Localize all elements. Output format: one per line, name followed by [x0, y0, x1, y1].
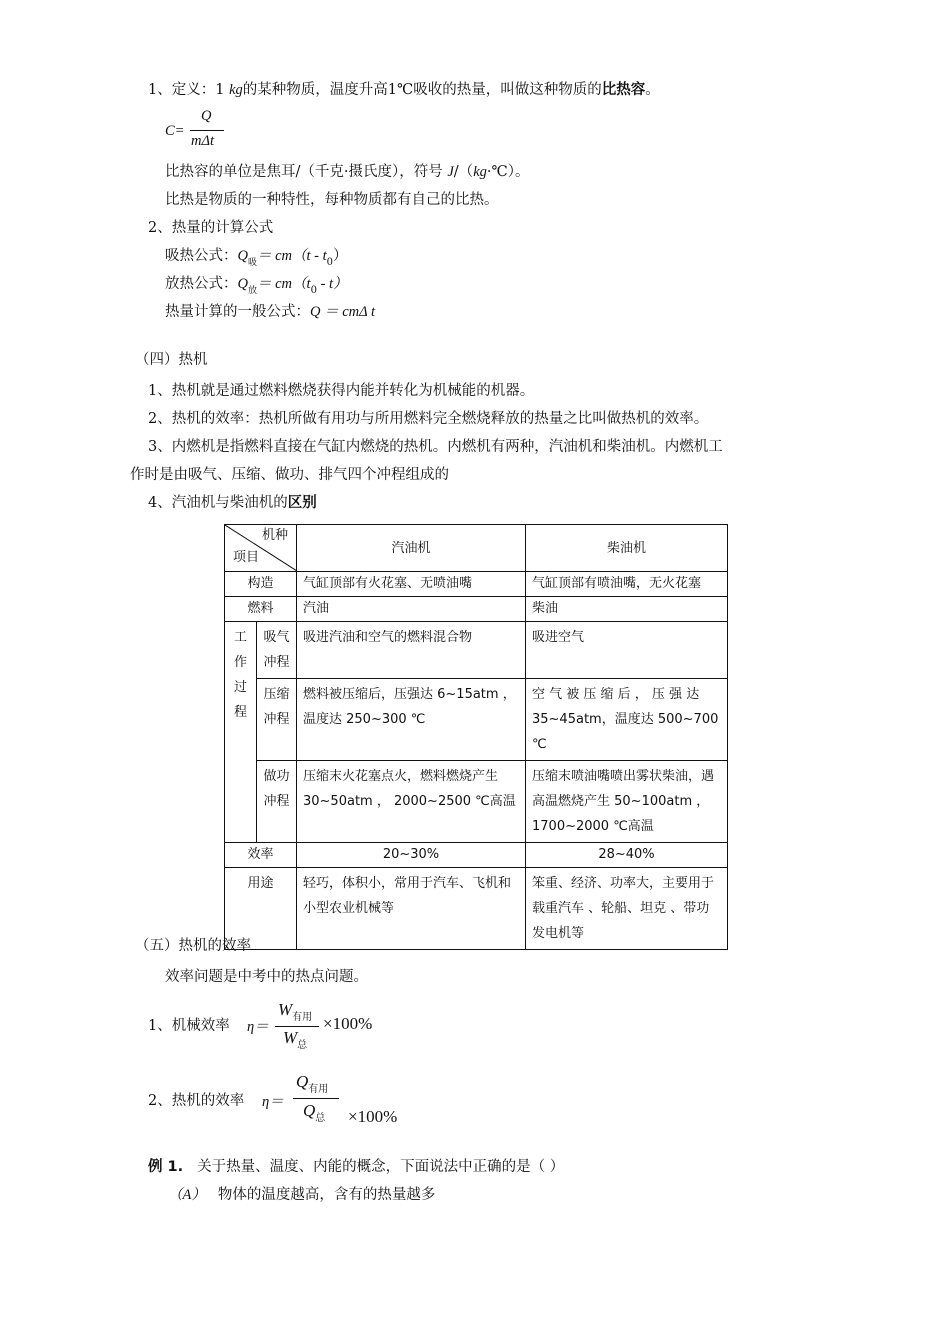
mech-times-100: ×100% — [323, 1014, 373, 1033]
example-label: 例 1. — [148, 1159, 184, 1175]
efficiency-intro: 效率问题是中考中的热点问题。 — [165, 969, 368, 985]
table-header-row — [225, 525, 728, 572]
paragraph-3a: 3、内燃机是指燃料直接在气缸内燃烧的热机。内燃机有两种，汽油机和柴油机。内燃机工 — [148, 439, 723, 455]
formula-c-lhs: C= — [165, 123, 185, 139]
fraction-bar — [190, 130, 224, 131]
release-formula: 放热公式：$Q_放= cm(t_0 - t)$ — [165, 276, 348, 296]
mech-efficiency-fraction: $W_{有用}$ $W_总$ — [275, 1000, 321, 1052]
table-row: 效率 20~30% 28~40% — [225, 843, 728, 868]
unit-line: 比热容的单位是焦耳/（千克·摄氏度），符号 J/（kg·℃）。 — [165, 164, 530, 180]
table-row: 构造 气缸顶部有火花塞、无喷油嘴 气缸顶部有喷油嘴，无火花塞 — [225, 572, 728, 597]
calc-heading: 2、热量的计算公式 — [148, 220, 274, 236]
formula-c-fraction — [190, 108, 226, 152]
fraction-bar — [293, 1098, 339, 1099]
general-formula: 热量计算的一般公式：Q ＝ cmΔ t — [165, 304, 376, 320]
definition-line: 1、定义：1 kg的某种物质，温度升高1℃吸收的热量，叫做这种物质的比热容。 — [148, 82, 660, 98]
row-label-work-process: 工 作 过 程 — [225, 622, 257, 843]
example-1 — [148, 1157, 564, 1177]
row-label-use: 用途 — [225, 868, 297, 950]
paragraph-3b: 作时是由吸气、压缩、做功、排气四个冲程组成的 — [130, 467, 449, 483]
heat-efficiency-label: 2、热机的效率 — [148, 1093, 245, 1109]
row-label-efficiency: 效率 — [225, 843, 297, 868]
heat-times-100: ×100% — [348, 1107, 398, 1126]
table-corner-cell: 机种 项目 — [225, 525, 297, 572]
option-a: （A） 物体的温度越高，含有的热量越多 — [168, 1187, 436, 1203]
table-row: 做功 冲程 压缩末火花塞点火，燃料燃烧产生 30~50atm ， 2000~2500 ℃高温 压缩末喷油嘴喷出雾状柴油，遇高温燃烧产生 50~100atm ，1700~2000 ℃高温 — [225, 761, 728, 843]
table-row: 用途 轻巧，体积小，常用于汽车、飞机和小型农业机械等 笨重、经济、功率大，主要用于载重汽车 、轮船、坦克 、带功发电机等 — [225, 868, 728, 950]
table-row: 压缩 冲程 燃料被压缩后，压强达 6~15atm ，温度达 250~300 ℃ 空 气 被 压 缩 后 ， 压 强 达 35~45atm，温度达 500~700 ℃ — [225, 679, 728, 761]
formula-c-numerator: Q — [201, 108, 212, 124]
property-line: 比热是物质的一种特性，每种物质都有自己的比热。 — [165, 192, 499, 208]
row-label-fuel: 燃料 — [225, 597, 297, 622]
header-diesel: 柴油机 — [526, 525, 728, 572]
heat-efficiency-fraction: $Q_{有用}$ $Q_总$ — [293, 1072, 341, 1126]
term-specific-heat: 比热容 — [601, 82, 646, 98]
section-heading-efficiency: （五）热机的效率 — [135, 938, 251, 954]
mech-efficiency-label: 1、机械效率 — [148, 1018, 230, 1034]
header-gasoline: 汽油机 — [297, 525, 526, 572]
table-row: 燃料 汽油 柴油 — [225, 597, 728, 622]
row-label-intake: 吸气 冲程 — [257, 622, 297, 679]
row-label-power: 做功 冲程 — [257, 761, 297, 843]
mech-eta: η＝ — [247, 1019, 269, 1035]
row-label-compress: 压缩 冲程 — [257, 679, 297, 761]
paragraph-2: 2、热机的效率：热机所做有用功与所用燃料完全燃烧释放的热量之比叫做热机的效率。 — [148, 411, 709, 427]
section-heading-heat-engine: （四）热机 — [135, 352, 208, 368]
formula-c-denominator: mΔt — [191, 133, 215, 149]
paragraph-1: 1、热机就是通过燃料燃烧获得内能并转化为机械能的机器。 — [148, 383, 535, 399]
engine-comparison-table — [224, 524, 728, 950]
heat-eta: η＝ — [262, 1094, 284, 1110]
paragraph-4: 4、汽油机与柴油机的区别 — [148, 495, 317, 511]
absorb-formula: 吸热公式：$Q_吸= cm(t - t_0)$ — [165, 248, 348, 268]
row-label-construct: 构造 — [225, 572, 297, 597]
fraction-bar — [275, 1026, 319, 1027]
table-row: 工 作 过 程 吸气 冲程 吸进汽油和空气的燃料混合物 吸进空气 — [225, 622, 728, 679]
example-question: 关于热量、温度、内能的概念，下面说法中正确的是（ ） — [197, 1159, 565, 1175]
